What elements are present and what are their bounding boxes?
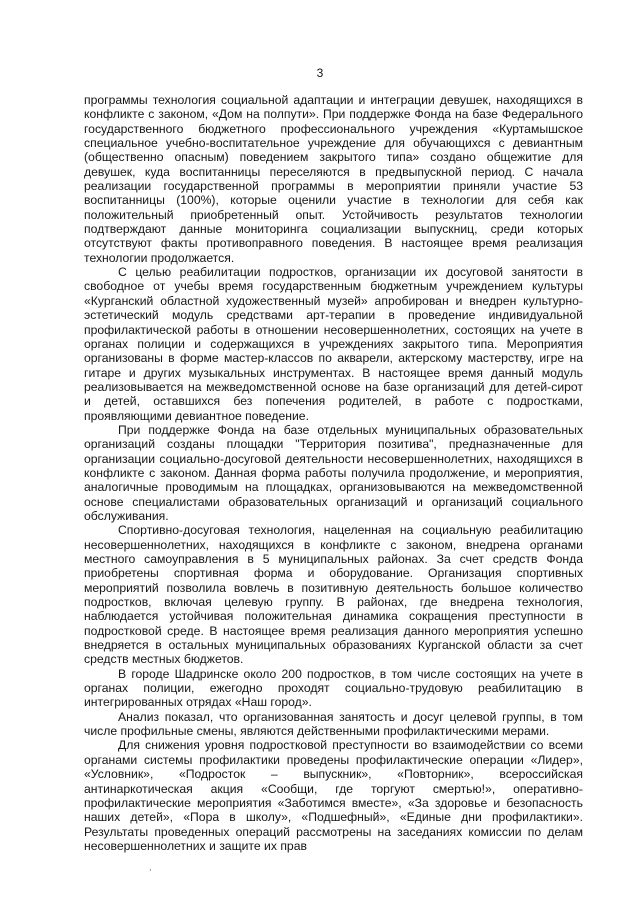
paragraph-4: Спортивно-досуговая технология, нацеленная на социальную реабилитацию несовершеннолетних, находящихся в конфликте с законом, внедрена органами местного самоуправления в 5 муниципальных районах. За счет средств Фонда приобретены спортивная форма и оборудование. Организация спортивных мероприятий позволила вовлечь в позитивную деятельность большое количество подростков, включая целевую группу. В районах, где внедрена технология, наблюдается устойчивая положительная динамика сокращения преступности в подростковой среде. В настоящее время реализация данного мероприятия успешно внедряется в остальных муниципальных образованиях Курганской области за счет средств местных бюджетов. [84, 523, 583, 667]
paragraph-7: Для снижения уровня подростковой преступности во взаимодействии со всеми органами системы профилактики проведены профилактические операции «Лидер», «Условник», «Подросток – выпускник», «Повторник», всероссийская антинаркотическая акция «Сообщи, где торгуют смертью!», оперативно-профилактические мероприятия «Заботимся вместе», «За здоровье и безопасность наших детей», «Пора в школу», «Подшефный», «Единые дни профилактики». Результаты проведенных операций рассмотрены на заседаниях комиссии по делам несовершеннолетних и защите их прав [84, 738, 583, 853]
body-text [84, 93, 583, 853]
paragraph-5: В городе Шадринске около 200 подростков, в том числе состоящих на учете в органах полиции, ежегодно проходят социально-трудовую реабилитацию в интегрированных отрядах «Наш город». [84, 666, 583, 710]
scan-speck: , [149, 862, 152, 872]
paragraph-3: При поддержке Фонда на базе отдельных муниципальных образовательных организаций созданы площадки "Территория позитива", предназначенные для организации социально-досуговой деятельности несовершеннолетних, находящихся в конфликте с законом. Данная форма работы получила продолжение, и мероприятия, аналогичные проводимым на площадках, организовываются на межведомственной основе специалистами образовательных организаций и организаций социального обслуживания. [84, 422, 583, 523]
paragraph-2: С целью реабилитации подростков, организации их досуговой занятости в свободное от учебы время государственным бюджетным учреждением культуры «Курганский областной художественный музей» апробирован и внедрен культурно-эстетический модуль средствами арт-терапии в проведение индивидуальной профилактической работы в отношении несовершеннолетних, состоящих на учете в органах полиции и содержащихся в учреждениях закрытого типа. Мероприятия организованы в форме мастер-классов по акварели, актерскому мастерству, игре на гитаре и других музыкальных инструментах. В настоящее время данный модуль реализовывается на межведомственной основе на базе организаций для детей-сирот и детей, оставшихся без попечения родителей, в работе с подростками, проявляющими девиантное поведение. [84, 265, 583, 423]
paragraph-6: Анализ показал, что организованная занятость и досуг целевой группы, в том числе профильные смены, являются действенными профилактическими мерами. [84, 709, 583, 739]
paragraph-1: программы технология социальной адаптации и интеграции девушек, находящихся в конфликте с законом, «Дом на полпути». При поддержке Фонда на базе Федерального государственного бюджетного профессионального учреждения «Куртамышское специальное учебно-воспитательное учреждение для обучающихся с девиантным (общественно опасным) поведением закрытого типа» создано общежитие для девушек, куда воспитанницы переселяются в предвыпускной период. С начала реализации государственной программы в мероприятии приняли участие 53 воспитанницы (100%), которые оценили участие в технологии для себя как положительный приобретенный опыт. Устойчивость результатов технологии подтверждают данные мониторинга социализации выпускниц, среди которых отсутствуют факты противоправного поведения. В настоящее время реализация технологии продолжается. [84, 93, 583, 265]
page-number: 3 [316, 66, 324, 80]
